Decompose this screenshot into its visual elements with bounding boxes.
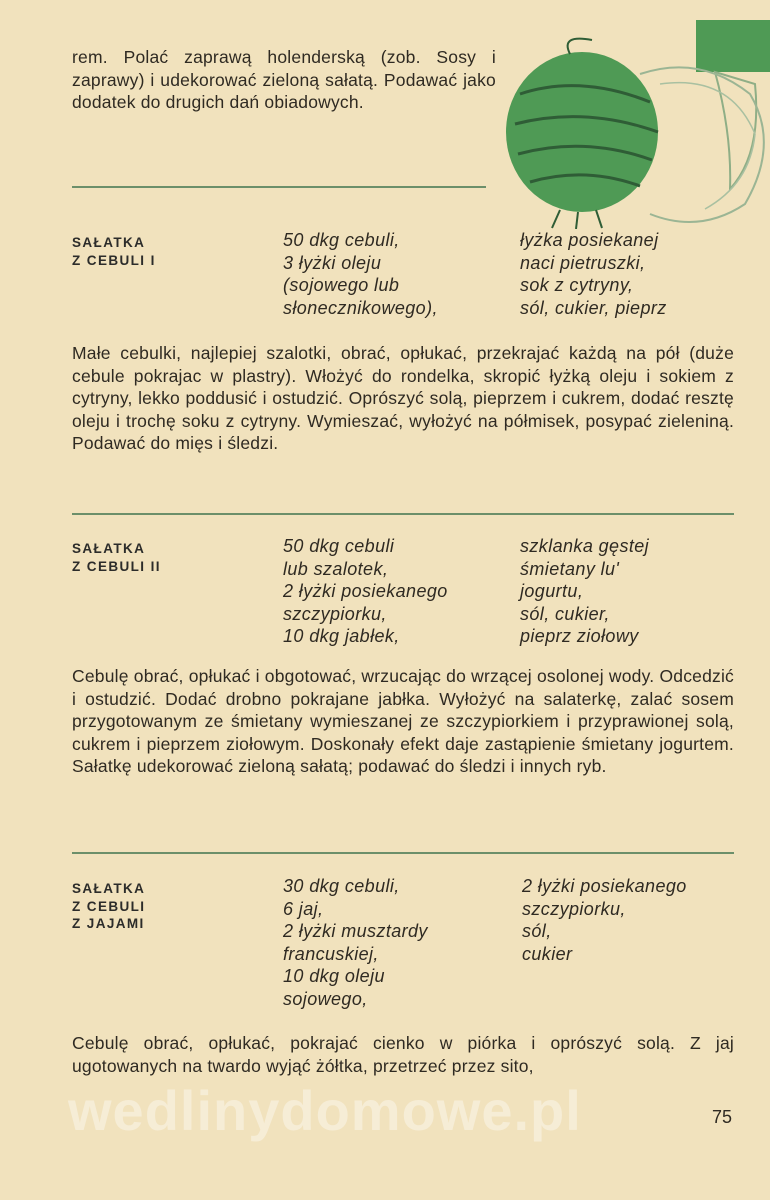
ingredients-right: 2 łyżki posiekanego szczypiorku, sól, cukier	[522, 876, 687, 964]
section-divider	[72, 186, 486, 188]
watermark: wedlinydomowe.pl	[68, 1079, 582, 1142]
section-divider	[72, 513, 734, 515]
recipe-title: SAŁATKA Z CEBULI Z JAJAMI	[72, 881, 146, 931]
section-divider	[72, 852, 734, 854]
recipe-title: SAŁATKA Z CEBULI I	[72, 235, 156, 268]
page-number: 75	[712, 1107, 733, 1127]
ingredients-left: 50 dkg cebuli lub szalotek, 2 łyżki posiekanego szczypiorku, 10 dkg jabłek,	[283, 536, 448, 647]
ingredients-right: szklanka gęstej śmietany lu' jogurtu, sól, cukier, pieprz ziołowy	[520, 536, 650, 647]
turnip-illustration-icon	[500, 14, 770, 229]
recipe-instructions: Małe cebulki, najlepiej szalotki, obrać, opłukać, przekrajać każdą na pół (duże cebule pokrajac w plastry). Włożyć do rondelka, skropić łyżką oleju i sokiem z cytryny, lekko poddusić i ostudzić. Oprószyć solą, pieprzem i cukrem, dodać resztę oleju i trochę soku z cytryny. Wymieszać, wyłożyć na półmisek, posypać zieleniną. Podawać do mięs i śledzi.	[72, 343, 734, 454]
ingredients-left: 50 dkg cebuli, 3 łyżki oleju (sojowego lub słonecznikowego),	[283, 230, 438, 318]
recipe-instructions: Cebulę obrać, opłukać i obgotować, wrzucając do wrzącej osolonej wody. Odcedzić i ostudzić. Dodać drobno pokrajane jabłka. Wyłożyć na salaterkę, zalać sosem przygotowanym ze śmietany wymieszanej ze szczypiorkiem i przyprawionej solą, cukrem i pieprzem ziołowym. Doskonały efekt daje zastąpienie śmietany jogurtem. Sałatkę udekorować zieloną sałatą; podawać do śledzi i innych ryb.	[72, 666, 734, 777]
ingredients-left: 30 dkg cebuli, 6 jaj, 2 łyżki musztardy francuskiej, 10 dkg oleju sojowego,	[283, 876, 428, 1009]
ingredients-right: łyżka posiekanej naci pietruszki, sok z cytryny, sól, cukier, pieprz	[520, 230, 667, 318]
intro-paragraph: rem. Polać zaprawą holenderską (zob. Sosy i zaprawy) i udekorować zieloną sałatą. Podawać jako dodatek do drugich dań obiadowych.	[72, 47, 496, 113]
recipe-title: SAŁATKA Z CEBULI II	[72, 541, 161, 574]
recipe-instructions: Cebulę obrać, opłukać, pokrajać cienko w piórka i oprószyć solą. Z jaj ugotowanych na twardo wyjąć żółtka, przetrzeć przez sito,	[72, 1033, 734, 1076]
